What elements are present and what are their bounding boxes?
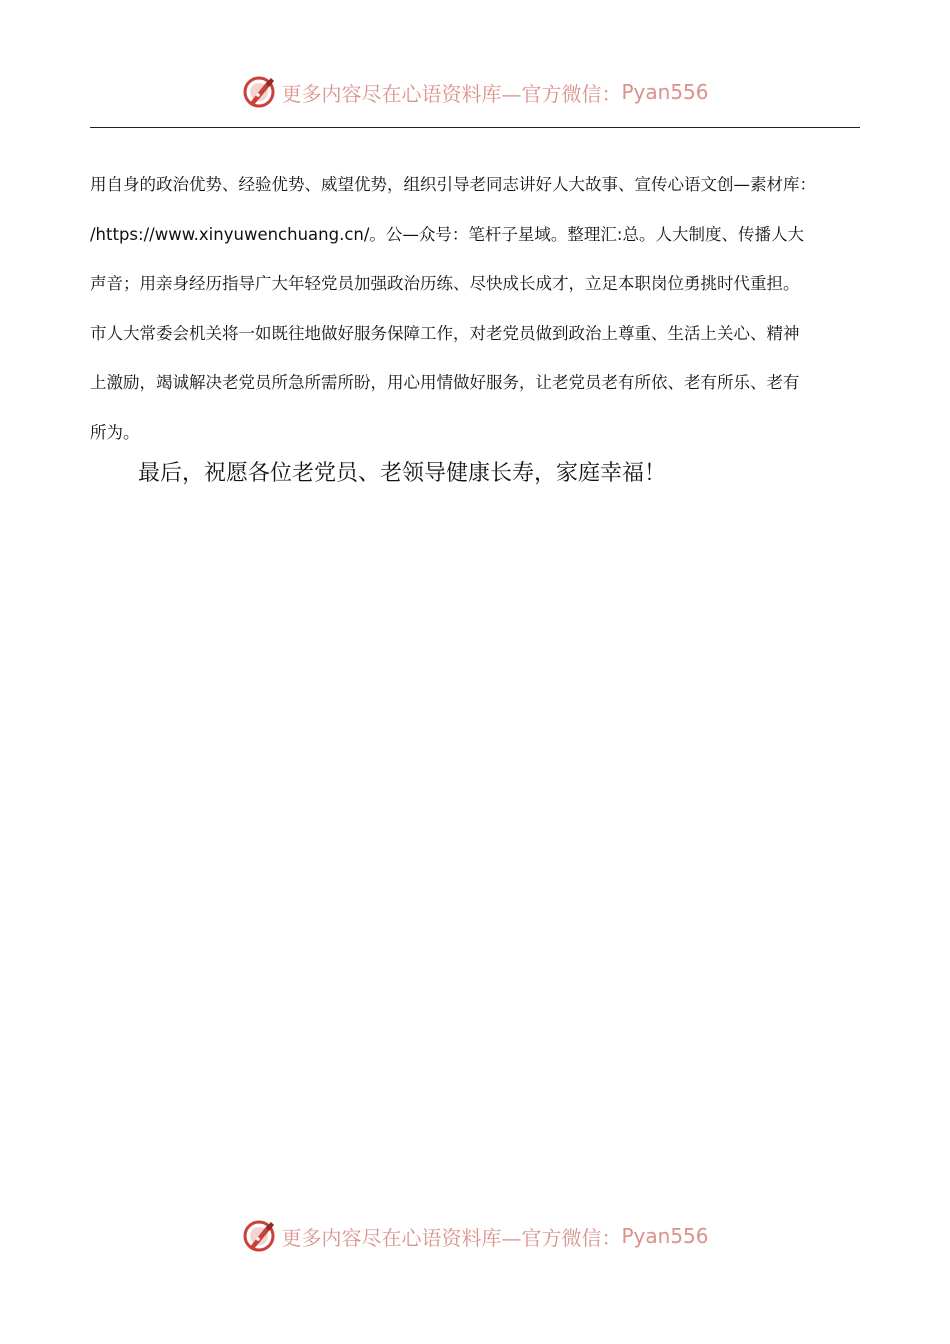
paragraph-line: 上激励，竭诚解决老党员所急所需所盼，用心用情做好服务，让老党员老有所依、老有所乐、老有: [90, 373, 800, 392]
closing-blessing: 最后，祝愿各位老党员、老领导健康长寿，家庭幸福！: [138, 461, 667, 486]
paragraph-line: 用自身的政治优势、经验优势、威望优势，组织引导老同志讲好人大故事、宣传心语文创—素材库：: [90, 175, 816, 194]
body-paragraph: [90, 160, 860, 457]
paragraph-line: /https://www.xinyuwenchuang.cn/。公—众号：笔杆子星域。整理汇:总。人大制度、传播人大: [90, 224, 804, 244]
header-banner: [0, 72, 950, 112]
footer-banner: [0, 1216, 950, 1256]
paragraph-line: 市人大常委会机关将一如既往地做好服务保障工作，对老党员做到政治上尊重、生活上关心、精神: [90, 323, 800, 343]
header-banner-text: 更多内容尽在心语资料库—官方微信：: [281, 81, 622, 106]
header-wechat-handle: Pyan556: [621, 80, 709, 104]
paragraph-line: 所为。: [90, 422, 140, 442]
pen-nib-logo-icon: [241, 74, 277, 110]
header-divider: [90, 127, 860, 128]
footer-wechat-handle: Pyan556: [621, 1224, 709, 1248]
paragraph-line: 声音；用亲身经历指导广大年轻党员加强政治历练、尽快成长成才，立足本职岗位勇挑时代重担。: [90, 274, 800, 293]
footer-banner-text: 更多内容尽在心语资料库—官方微信：: [281, 1225, 622, 1250]
pen-nib-logo-icon: [241, 1218, 277, 1254]
